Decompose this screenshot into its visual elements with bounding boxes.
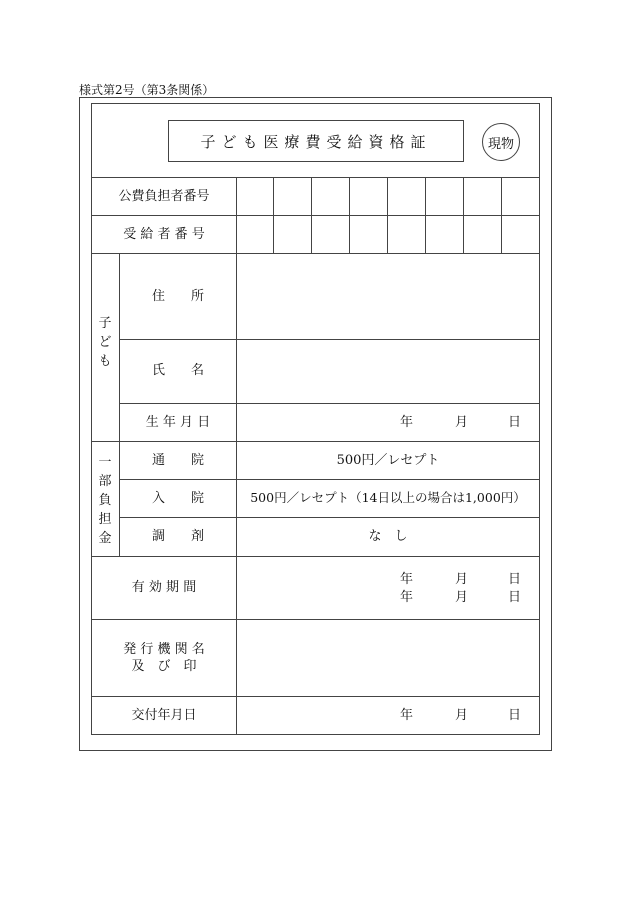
copay-group-label: 一部負担金	[98, 455, 112, 546]
month-unit: 月	[455, 415, 469, 430]
inpatient-value: 500円／レセプト（14日以上の場合は1,000円）	[250, 490, 526, 505]
day-unit: 日	[508, 415, 522, 430]
day-unit: 日	[508, 572, 522, 587]
pharmacy-value: な し	[368, 529, 408, 544]
month-unit: 月	[455, 590, 469, 605]
year-unit: 年	[400, 708, 414, 723]
outpatient-value: 500円／レセプト	[336, 453, 440, 468]
month-unit: 月	[455, 572, 469, 587]
inpatient-label: 入 院	[151, 491, 205, 506]
address-label: 住 所	[151, 289, 205, 304]
day-unit: 日	[508, 708, 522, 723]
child-group-label: 子ども	[98, 316, 112, 369]
birth-date-label: 生 年 月 日	[145, 415, 211, 430]
outpatient-label: 通 院	[151, 453, 205, 468]
year-unit: 年	[400, 572, 414, 587]
in-kind-stamp: 現物	[482, 123, 520, 161]
pharmacy-label: 調 剤	[151, 529, 205, 544]
year-unit: 年	[400, 590, 414, 605]
name-label: 氏 名	[151, 363, 205, 378]
validity-label: 有 効 期 間	[131, 580, 197, 595]
year-unit: 年	[400, 415, 414, 430]
public-payer-number-label: 公費負担者番号	[118, 189, 210, 204]
issuer-label-line1: 発 行 機 関 名	[123, 642, 205, 657]
form-number-label: 様式第2号（第3条関係）	[79, 83, 215, 97]
month-unit: 月	[455, 708, 469, 723]
day-unit: 日	[508, 590, 522, 605]
issuer-label-line2: 及 び 印	[131, 659, 197, 674]
certificate-title: 子ども医療費受給資格証	[168, 120, 464, 162]
recipient-number-label: 受 給 者 番 号	[123, 227, 205, 242]
issue-date-label: 交付年月日	[131, 708, 197, 723]
